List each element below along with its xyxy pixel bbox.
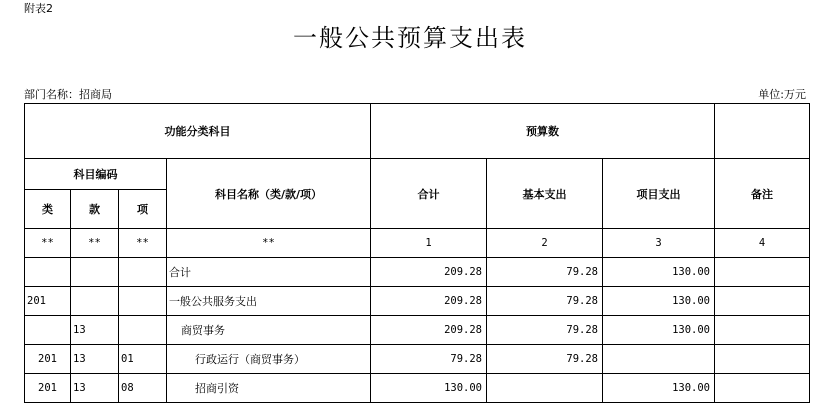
index-cell: 3 <box>603 229 715 258</box>
basic-cell: 79.28 <box>487 258 603 287</box>
index-cell: 4 <box>715 229 810 258</box>
xiang-cell: 01 <box>119 345 167 374</box>
subject-code-header: 科目编码 <box>25 159 167 190</box>
lei-cell <box>25 258 71 287</box>
project-header: 项目支出 <box>603 159 715 229</box>
index-cell: ** <box>71 229 119 258</box>
attachment-label: 附表2 <box>24 2 53 15</box>
total-cell: 209.28 <box>371 316 487 345</box>
xiang-cell: 08 <box>119 374 167 403</box>
index-cell: ** <box>25 229 71 258</box>
xiang-cell <box>119 258 167 287</box>
budget-table <box>24 103 810 403</box>
project-cell: 130.00 <box>603 316 715 345</box>
project-cell <box>603 345 715 374</box>
subject-name-cell: 合计 <box>167 258 371 287</box>
lei-header: 类 <box>25 190 71 229</box>
page-title: 一般公共预算支出表 <box>293 24 527 52</box>
subject-name-cell: 一般公共服务支出 <box>167 287 371 316</box>
basic-cell: 79.28 <box>487 316 603 345</box>
xiang-cell <box>119 316 167 345</box>
subject-name-cell: 行政运行（商贸事务） <box>167 345 371 374</box>
kuan-cell <box>71 258 119 287</box>
func-class-header: 功能分类科目 <box>25 104 371 159</box>
department-name: 部门名称：招商局 <box>24 88 112 101</box>
index-cell: 1 <box>371 229 487 258</box>
kuan-cell: 13 <box>71 374 119 403</box>
table-row <box>25 345 810 374</box>
index-row <box>25 229 810 258</box>
remark-cell <box>715 374 810 403</box>
remark-cell <box>715 287 810 316</box>
basic-cell <box>487 374 603 403</box>
basic-header: 基本支出 <box>487 159 603 229</box>
subject-name-cell: 商贸事务 <box>167 316 371 345</box>
lei-cell: 201 <box>25 374 71 403</box>
unit-label: 单位:万元 <box>758 88 806 101</box>
kuan-cell <box>71 287 119 316</box>
project-cell: 130.00 <box>603 374 715 403</box>
remark-cell <box>715 345 810 374</box>
basic-cell: 79.28 <box>487 345 603 374</box>
lei-cell <box>25 316 71 345</box>
table-row <box>25 316 810 345</box>
remark-header: 备注 <box>715 159 810 229</box>
kuan-cell: 13 <box>71 345 119 374</box>
total-cell: 209.28 <box>371 258 487 287</box>
total-cell: 130.00 <box>371 374 487 403</box>
blank-header <box>715 104 810 159</box>
total-cell: 79.28 <box>371 345 487 374</box>
table-row <box>25 258 810 287</box>
subject-name-header: 科目名称（类/款/项） <box>167 159 371 229</box>
lei-cell: 201 <box>25 345 71 374</box>
kuan-header: 款 <box>71 190 119 229</box>
xiang-cell <box>119 287 167 316</box>
index-cell: ** <box>167 229 371 258</box>
project-cell: 130.00 <box>603 287 715 316</box>
basic-cell: 79.28 <box>487 287 603 316</box>
kuan-cell: 13 <box>71 316 119 345</box>
remark-cell <box>715 258 810 287</box>
subject-name-cell: 招商引资 <box>167 374 371 403</box>
total-cell: 209.28 <box>371 287 487 316</box>
xiang-header: 项 <box>119 190 167 229</box>
table-row <box>25 287 810 316</box>
index-cell: ** <box>119 229 167 258</box>
index-cell: 2 <box>487 229 603 258</box>
budget-header: 预算数 <box>371 104 715 159</box>
remark-cell <box>715 316 810 345</box>
project-cell: 130.00 <box>603 258 715 287</box>
table-row <box>25 374 810 403</box>
total-header: 合计 <box>371 159 487 229</box>
lei-cell: 201 <box>25 287 71 316</box>
